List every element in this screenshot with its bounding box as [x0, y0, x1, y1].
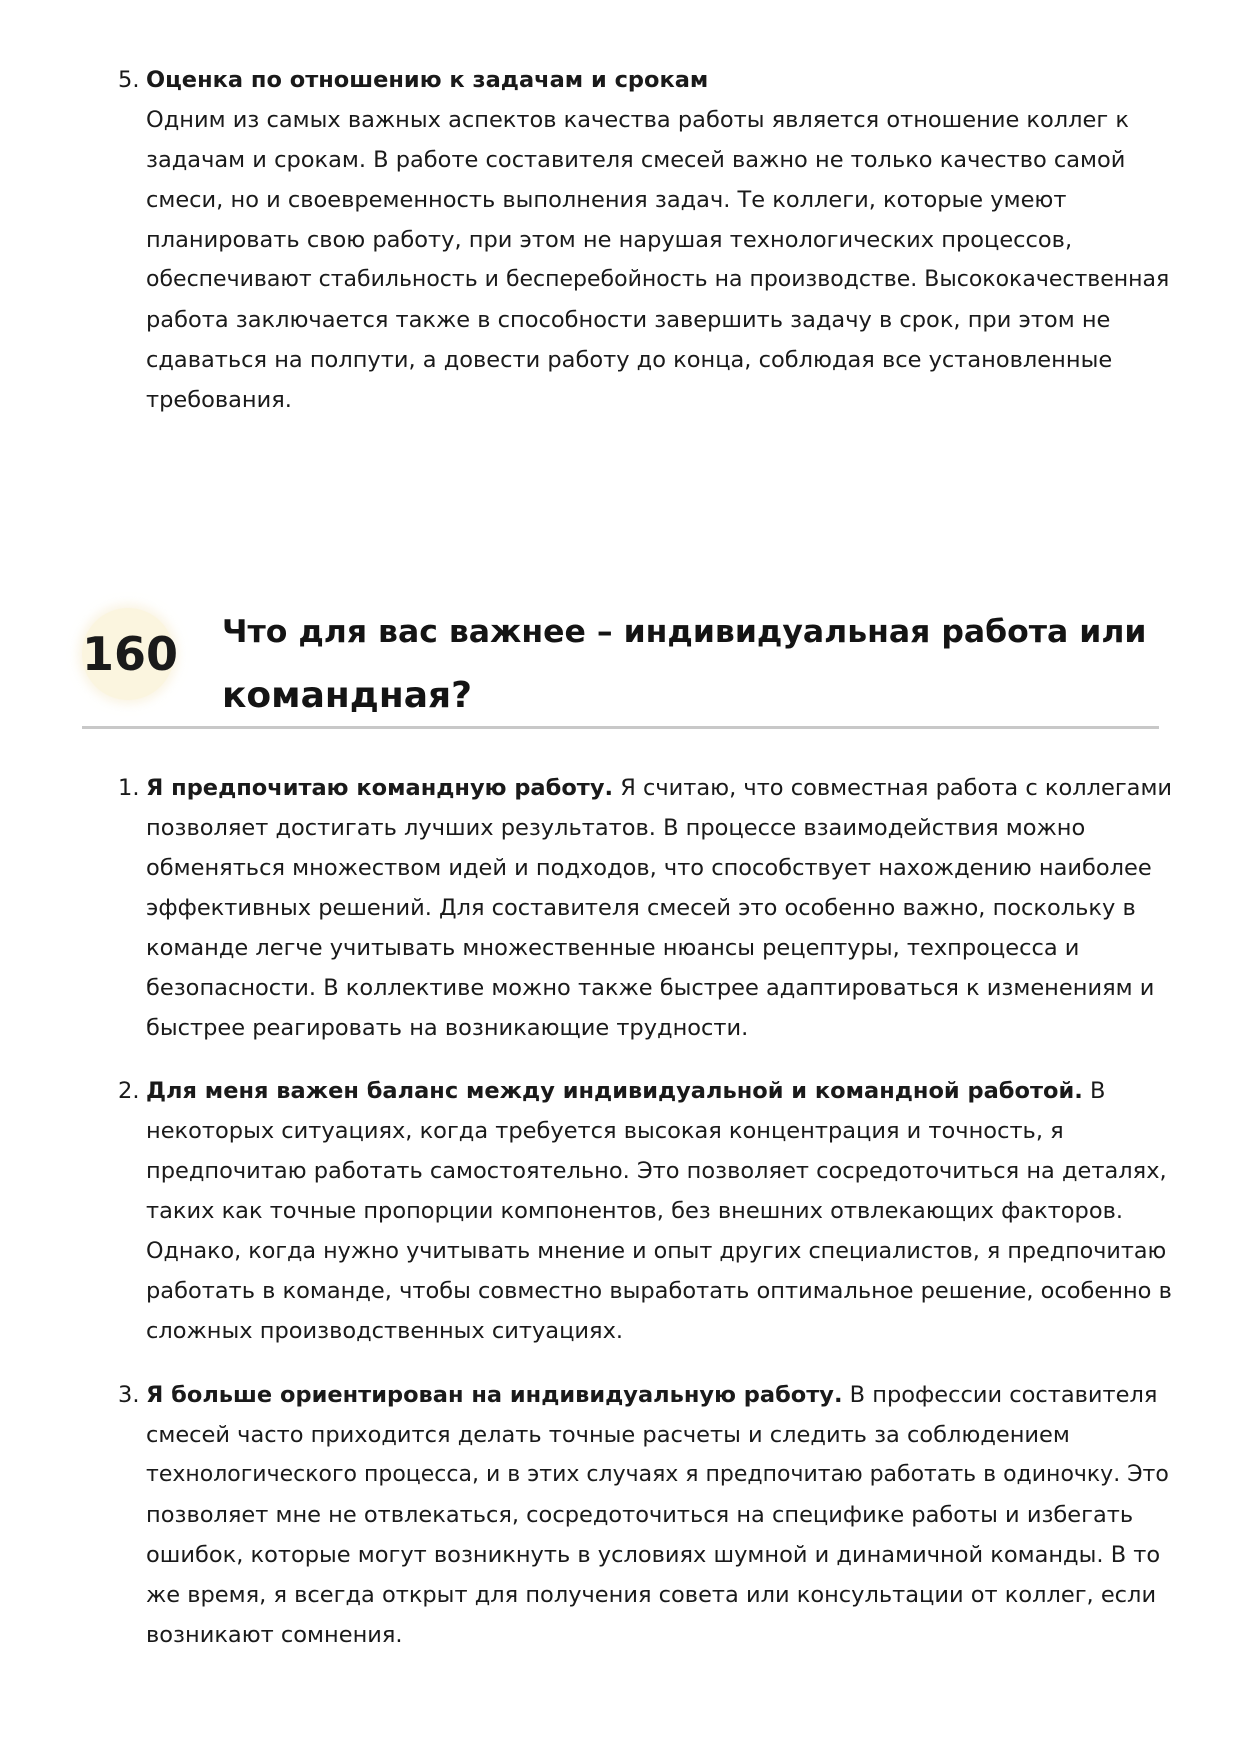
- text-line: обеспечивают стабильность и бесперебойность на производстве. Высококачественная: [146, 267, 1170, 292]
- text-line: планировать свою работу, при этом не нарушая технологических процессов,: [146, 227, 1073, 253]
- text-line: возникают сомнения.: [146, 1622, 403, 1648]
- text-line: некоторых ситуациях, когда требуется высокая концентрация и точность, я: [146, 1118, 1064, 1144]
- question-heading: [82, 592, 1159, 729]
- text-line: ошибок, которые могут возникнуть в условиях шумной и динамичной команды. В то: [146, 1542, 1161, 1568]
- text-line: позволяет мне не отвлекаться, сосредоточиться на специфике работы и избегать: [146, 1502, 1134, 1528]
- text-line: смеси, но и своевременность выполнения задач. Те коллеги, которые умеют: [146, 187, 1067, 213]
- text-line: работа заключается также в способности завершить задачу в срок, при этом не: [146, 307, 1111, 333]
- answer-text: [146, 1375, 1176, 1655]
- text-line: смесей часто приходится делать точные расчеты и следить за соблюдением: [146, 1422, 1070, 1448]
- answer-text: [146, 768, 1176, 1048]
- text-line: команде легче учитывать множественные нюансы рецептуры, техпроцесса и: [146, 935, 1080, 961]
- title-line: Что для вас важнее – индивидуальная работа или: [222, 614, 1147, 650]
- text-line: быстрее реагировать на возникающие трудности.: [146, 1015, 749, 1041]
- list-number: 1.: [118, 775, 140, 801]
- text-line: Однако, когда нужно учитывать мнение и опыт других специалистов, я предпочитаю: [146, 1238, 1167, 1264]
- text-segment: В: [1082, 1078, 1106, 1104]
- text-line: предпочитаю работать самостоятельно. Это позволяет сосредоточиться на деталях,: [146, 1158, 1167, 1184]
- text-line: задачам и срокам. В работе составителя смесей важно не только качество самой: [146, 147, 1126, 173]
- text-line: работать в команде, чтобы совместно выработать оптимальное решение, особенно в: [146, 1278, 1172, 1304]
- text-line: позволяет достигать лучших результатов. В процессе взаимодействия можно: [146, 815, 1086, 841]
- list-number: 3.: [118, 1382, 140, 1408]
- answer-lead: Я предпочитаю командную работу.: [146, 775, 614, 801]
- answer-lead: Для меня важен баланс между индивидуальной и командной работой.: [146, 1078, 1083, 1104]
- title-line: командная?: [222, 675, 472, 716]
- text-line: таких как точные пропорции компонентов, без внешних отвлекающих факторов.: [146, 1198, 1124, 1224]
- text-line: обменяться множеством идей и подходов, что способствует нахождению наиболее: [146, 855, 1152, 881]
- list-number: 5.: [118, 67, 140, 93]
- question-number: 160: [82, 627, 179, 681]
- text-segment: В профессии составителя: [842, 1382, 1158, 1408]
- answer-text: [146, 1071, 1176, 1351]
- item-title: Оценка по отношению к задачам и срокам: [146, 67, 709, 93]
- text-line: же время, я всегда открыт для получения совета или консультации от коллег, если: [146, 1582, 1157, 1608]
- text-line: требования.: [146, 387, 292, 413]
- text-line: эффективных решений. Для составителя смесей это особенно важно, поскольку в: [146, 895, 1136, 921]
- list-item-text: [146, 60, 1176, 420]
- list-number: 2.: [118, 1078, 140, 1104]
- text-segment: Я считаю, что совместная работа с коллегами: [613, 775, 1173, 801]
- text-line: технологического процесса, и в этих случаях я предпочитаю работать в одиночку. Это: [146, 1462, 1169, 1487]
- text-line: Одним из самых важных аспектов качества работы является отношение коллег к: [146, 107, 1129, 133]
- text-line: безопасности. В коллективе можно также быстрее адаптироваться к изменениям и: [146, 975, 1155, 1001]
- question-title: [222, 600, 1152, 728]
- text-line: сложных производственных ситуациях.: [146, 1318, 624, 1344]
- text-line: сдаваться на полпути, а довести работу до конца, соблюдая все установленные: [146, 347, 1113, 373]
- answer-lead: Я больше ориентирован на индивидуальную работу.: [146, 1382, 843, 1408]
